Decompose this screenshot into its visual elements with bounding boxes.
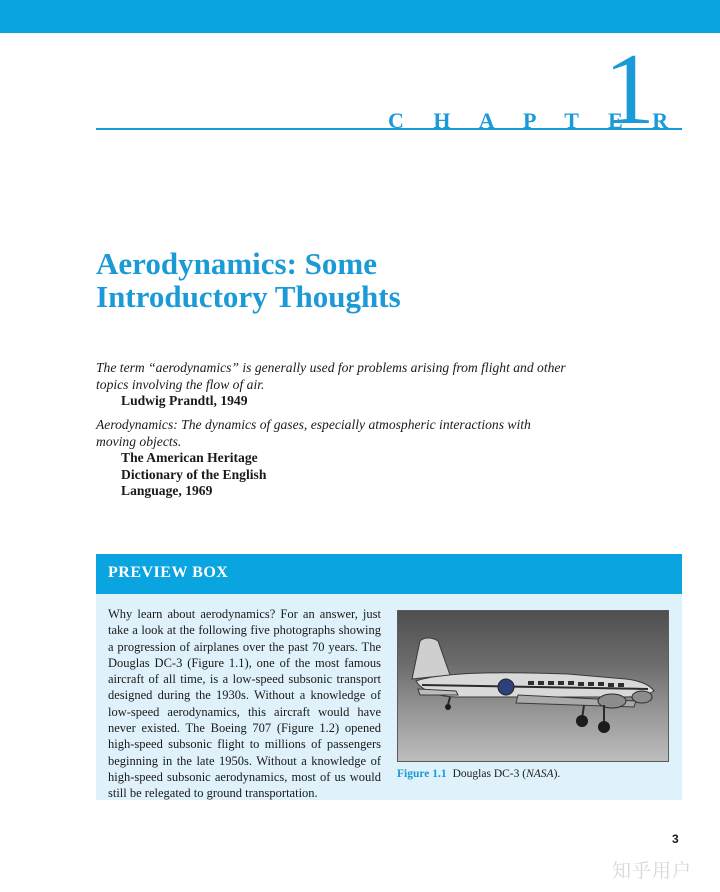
chapter-title-line-1: Aerodynamics: Some: [96, 246, 377, 281]
figure-caption-text: Douglas DC-3 (: [452, 768, 527, 780]
watermark: 知乎用户: [612, 860, 693, 882]
top-color-bar: [0, 0, 720, 33]
dc3-airplane-illustration: [398, 611, 668, 761]
epigraph-prandtl: [96, 360, 566, 410]
figure-caption: [397, 768, 560, 780]
preview-box-body: [96, 594, 682, 800]
epigraph-quote: Aerodynamics: The dynamics of gases, especially atmospheric interactions with moving objects.: [96, 417, 531, 449]
figure-credit: NASA: [526, 768, 554, 780]
figure-label: Figure 1.1: [397, 768, 447, 780]
epigraph-source: [96, 450, 566, 500]
epigraph-source-line: The American Heritage: [121, 450, 258, 465]
chapter-title-line-2: Introductory Thoughts: [96, 279, 401, 314]
preview-box-header: [96, 554, 682, 594]
chapter-number: 1: [604, 33, 655, 146]
epigraph-source-line: Language, 1969: [121, 483, 213, 498]
epigraph-source-line: Ludwig Prandtl, 1949: [121, 393, 248, 408]
figure-caption-end: ).: [553, 768, 561, 780]
epigraph-source: [96, 393, 566, 410]
epigraph-source-line: Dictionary of the English: [121, 466, 267, 482]
preview-box-heading: PREVIEW BOX: [108, 564, 229, 581]
epigraph-dictionary: [96, 417, 566, 500]
chapter-title: [96, 247, 656, 313]
dc3-photo: [397, 610, 669, 762]
epigraph-quote: The term “aerodynamics” is generally used for problems arising from flight and other topics involving the flow of air.: [96, 360, 566, 392]
preview-box-text: Why learn about aerodynamics? For an answer, just take a look at the following five photographs showing a progression of airplanes over the past 70 years. The Douglas DC-3 (Figure 1.1), one of the most famous aircraft of all time, is a low-speed subsonic transport designed during the 1930s. Without a knowledge of low-speed aerodynamics, this aircraft would have never existed. The Boeing 707 (Figure 1.2) opened high-speed subsonic flight to millions of passengers beginning in the late 1950s. Without a knowledge of high-speed subsonic aerodynamics, most of us would still be relegated to ground transportation.: [108, 607, 381, 801]
chapter-label: C H A P T E R: [388, 108, 681, 133]
page-number: 3: [672, 832, 679, 846]
